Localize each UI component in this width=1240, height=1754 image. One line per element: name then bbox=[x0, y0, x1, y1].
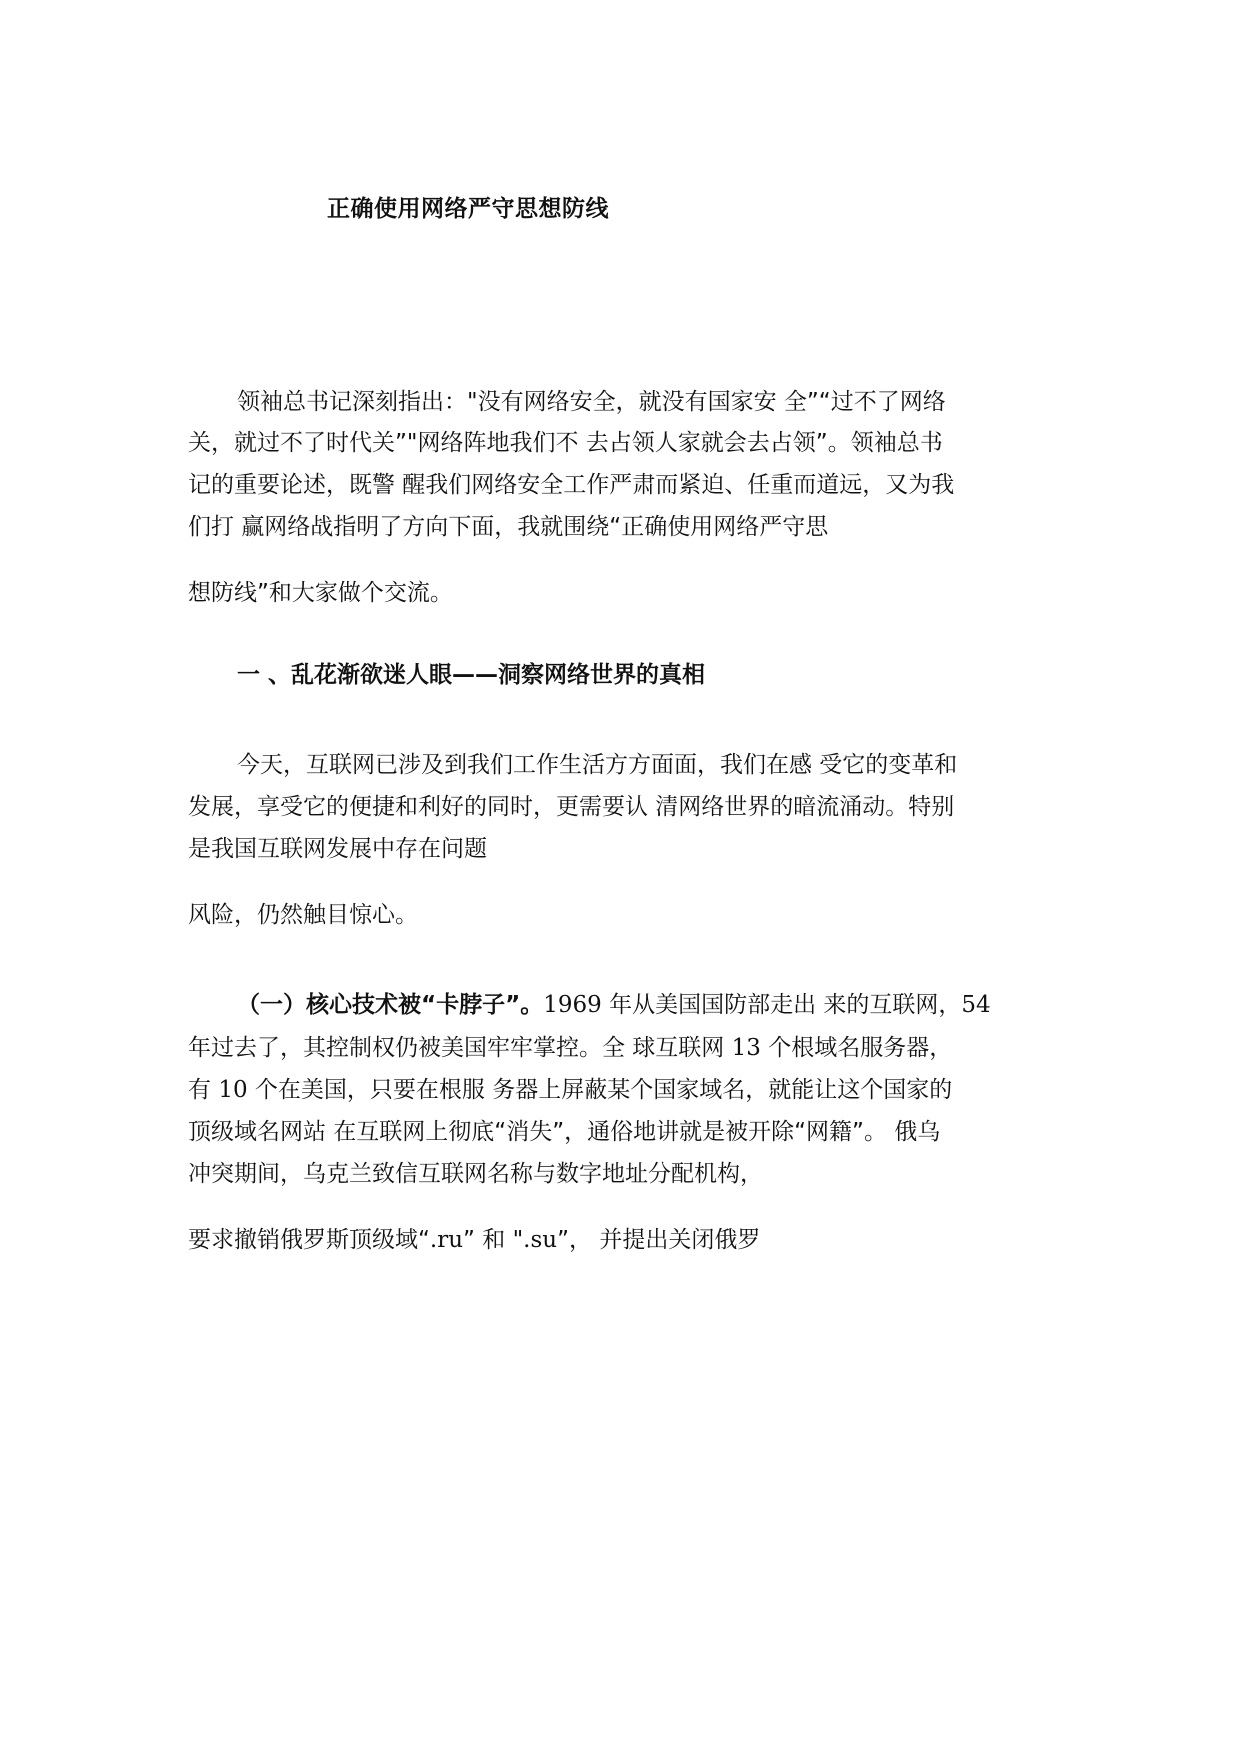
paragraph-3-line-4: 顶级域名网站 在互联网上彻底“消失”，通俗地讲就是被开除“网籍”。 俄乌 bbox=[188, 1119, 941, 1145]
paragraph-1-line-3: 记的重要论述，既警 醒我们网络安全工作严肃而紧迫、任重而道远，又为我 bbox=[188, 472, 955, 498]
paragraph-3-line-2-text-a: 年过去了，其控制权仍被美国牢牢掌控。全 球互联网 bbox=[188, 1035, 732, 1061]
paragraph-3-line-6 bbox=[188, 1225, 760, 1255]
paragraph-1-line-4: 们打 赢网络战指明了方向下面，我就围绕“正确使用网络严守思 bbox=[188, 514, 829, 540]
paragraph-1-line-1: 领袖总书记深刻指出："没有网络安全，就没有国家安 全”“过不了网络 bbox=[237, 389, 946, 415]
paragraph-3-line-6-text-c: ”， 并提出关闭俄罗 bbox=[557, 1227, 761, 1253]
paragraph-1-line-2: 关，就过不了时代关”"网络阵地我们不 去占领人家就会去占领”。领袖总书 bbox=[188, 430, 943, 456]
paragraph-3-line-1 bbox=[237, 990, 991, 1020]
paragraph-2-line-3: 是我国互联网发展中存在问题 bbox=[188, 836, 487, 862]
paragraph-2-line-4: 风险，仍然触目惊心。 bbox=[188, 902, 418, 928]
paragraph-1-line-5: 想防线”和大家做个交流。 bbox=[188, 580, 453, 606]
paragraph-3-line-2-text-b: 个根域名服务器， bbox=[760, 1035, 953, 1061]
paragraph-3-line-2 bbox=[188, 1033, 952, 1063]
years-54: 54 bbox=[961, 992, 991, 1018]
section-1-heading: 一 、乱花渐欲迷人眼——洞察网络世界的真相 bbox=[237, 662, 706, 688]
document-title: 正确使用网络严守思想防线 bbox=[327, 196, 609, 222]
paragraph-3-line-5: 冲突期间，乌克兰致信互联网名称与数字地址分配机构， bbox=[188, 1161, 763, 1187]
paragraph-3-lead: （一）核心技术被“卡脖子”。 bbox=[237, 992, 544, 1018]
domain-ru: .ru bbox=[429, 1227, 464, 1253]
paragraph-3-line-6-text-b: ” 和 " bbox=[463, 1227, 524, 1253]
paragraph-3-line-3-text-a: 有 bbox=[188, 1077, 219, 1103]
year-1969: 1969 bbox=[543, 992, 602, 1018]
paragraph-3-line-1-text: 年从美国国防部走出 来的互联网， bbox=[601, 992, 962, 1018]
paragraph-3-line-3 bbox=[188, 1075, 952, 1105]
count-13: 13 bbox=[731, 1035, 761, 1061]
count-10: 10 bbox=[218, 1077, 248, 1103]
paragraph-2-line-2: 发展，享受它的便捷和利好的同时，更需要认 清网络世界的暗流涌动。特别 bbox=[188, 794, 955, 820]
paragraph-3-line-3-text-b: 个在美国，只要在根服 务器上屏蔽某个国家域名，就能让这个国家的 bbox=[247, 1077, 953, 1103]
paragraph-3-line-6-text-a: 要求撤销俄罗斯顶级域“ bbox=[188, 1227, 430, 1253]
domain-su: .su bbox=[523, 1227, 558, 1253]
paragraph-2-line-1: 今天，互联网已涉及到我们工作生活方方面面，我们在感 受它的变革和 bbox=[237, 752, 958, 778]
